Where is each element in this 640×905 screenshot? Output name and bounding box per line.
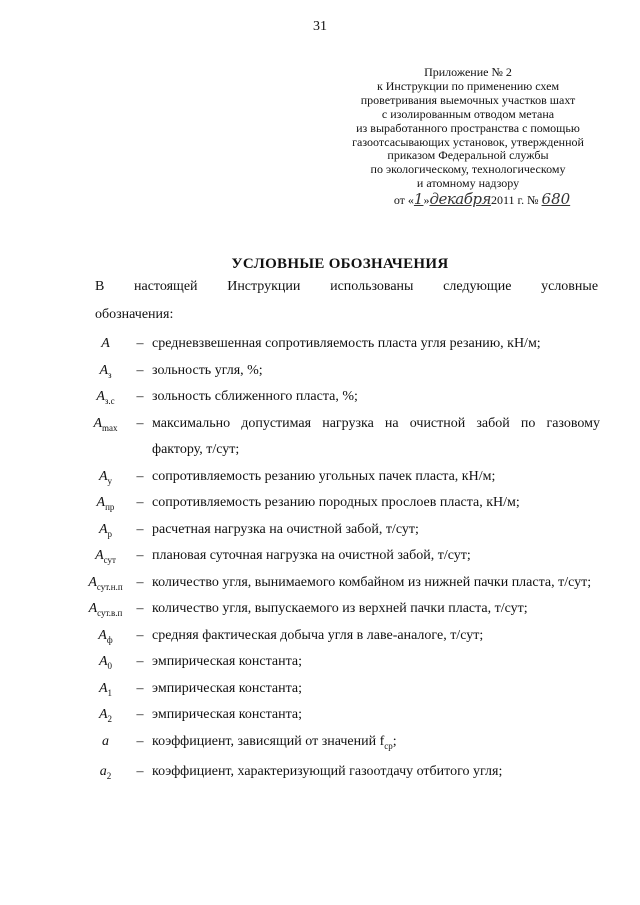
symbol-subscript: сут.в.п [97, 607, 123, 618]
symbol-letter: A [88, 601, 98, 616]
definition-text: коэффициент, зависящий от значений $f_{ср}$; [152, 733, 397, 751]
intro-word: Инструкции [227, 279, 301, 294]
symbol-subscript: 0 [107, 660, 113, 671]
definition-dash: – [136, 548, 144, 563]
definition-row [0, 729, 640, 759]
intro-line-2: обозначения: [95, 307, 174, 322]
intro-word: условные [541, 279, 599, 294]
symbol-subscript: з [108, 369, 112, 380]
definition-row [0, 517, 640, 544]
definition-row [0, 543, 640, 570]
definition-text: максимально допустимая нагрузка на очистной забой по газовому фактору, т/сут; [152, 415, 600, 457]
appendix-line: приказом Федеральной службы [387, 148, 549, 163]
section-title: УСЛОВНЫЕ ОБОЗНАЧЕНИЯ [231, 256, 449, 272]
symbol-subscript: max [102, 422, 118, 433]
definition-row [0, 411, 640, 464]
symbol-subscript: з.с [104, 395, 115, 406]
definition-text: плановая суточная нагрузка на очистной забой, т/сут; [152, 548, 471, 563]
definition-dash: – [136, 707, 144, 722]
definition-symbol [78, 411, 133, 441]
symbol-letter: a [99, 763, 107, 779]
definition-dash: – [136, 680, 144, 696]
symbol-subscript: 1 [107, 687, 113, 698]
definition-text: эмпирическая константа; [152, 707, 302, 722]
definition-dash: – [136, 763, 144, 779]
definition-dash: – [136, 521, 144, 537]
symbol-subscript: 2 [107, 713, 113, 724]
symbol-letter: A [95, 548, 104, 563]
definition-row [0, 596, 640, 623]
definition-text: сопротивляемость резанию породных прослоев пласта, кН/м; [152, 495, 520, 510]
symbol-subscript: р [107, 528, 113, 539]
definition-text: эмпирическая константа; [152, 680, 302, 696]
definition-dash: – [136, 362, 144, 378]
definition-row [0, 702, 640, 729]
definition-row [0, 676, 640, 703]
definition-dash: – [136, 733, 144, 749]
definition-text: зольность угля, %; [152, 362, 263, 378]
definition-text: эмпирическая константа; [152, 654, 302, 669]
definition-text: количество угля, выпускаемого из верхней пачки пласта, т/сут; [152, 601, 528, 616]
appendix-line: к Инструкции по применению схем [376, 78, 560, 93]
symbol-subscript: у [107, 475, 113, 486]
symbol-letter: A [98, 521, 108, 537]
definition-symbol [78, 759, 133, 789]
definition-row [0, 384, 640, 411]
symbol-letter: A [98, 468, 108, 484]
definition-text: средневзвешенная сопротивляемость пласта угля резанию, кН/м; [152, 336, 541, 351]
symbol-subscript: ф [106, 634, 113, 645]
date-mid: » [423, 193, 430, 208]
definition-text: зольность сближенного пласта, %; [152, 389, 358, 404]
appendix-line: по экологическому, технологическому [370, 162, 566, 177]
definition-row [0, 358, 640, 385]
date-number: 680 [541, 190, 571, 209]
symbol-letter: A [88, 574, 97, 590]
intro-word: В [95, 279, 105, 294]
date-year: 2011 г. № [490, 193, 539, 208]
symbol-letter: a [102, 733, 109, 749]
date-prefix: от « [393, 193, 414, 208]
symbol-subscript: сут.н.п [96, 581, 123, 592]
definition-symbol [78, 331, 133, 358]
intro-word: следующие [443, 279, 512, 294]
definitions-list [0, 331, 640, 785]
definition-row [0, 649, 640, 676]
definition-text: коэффициент, характеризующий газоотдачу отбитого угля; [152, 763, 503, 779]
definition-dash: – [136, 468, 144, 484]
definition-text: расчетная нагрузка на очистной забой, т/сут; [152, 521, 419, 537]
definition-dash: – [136, 627, 144, 643]
definition-text: количество угля, вынимаемого комбайном из нижней пачки пласта, т/сут; [152, 574, 592, 590]
symbol-letter: A [98, 680, 108, 696]
appendix-line: из выработанного пространства с помощью [356, 120, 580, 135]
page-number: 31 [313, 19, 327, 34]
definition-dash: – [136, 495, 144, 510]
symbol-letter: A [96, 495, 106, 510]
definition-row [0, 570, 640, 597]
definition-dash: – [136, 415, 144, 431]
symbol-letter: A [99, 362, 108, 378]
symbol-letter: A [98, 627, 107, 643]
symbol-letter: A [98, 654, 108, 669]
intro-line-1 [95, 279, 598, 295]
definition-dash: – [136, 574, 144, 590]
appendix-line: проветривания выемочных участков шахт [360, 92, 576, 107]
symbol-letter: A [96, 389, 105, 404]
definition-row [0, 490, 640, 517]
intro-word: использованы [330, 279, 414, 294]
definition-row [0, 759, 640, 786]
appendix-line: газоотсасывающих установок, утвержденной [352, 134, 584, 149]
definition-dash: – [136, 601, 144, 616]
date-month: декабря [429, 190, 491, 209]
symbol-letter: A [93, 415, 103, 431]
definition-text: сопротивляемость резанию угольных пачек пласта, кН/м; [152, 468, 496, 484]
definition-row [0, 331, 640, 358]
appendix-line: с изолированным отводом метана [381, 106, 555, 121]
symbol-letter: A [101, 336, 110, 351]
intro-word: настоящей [134, 279, 198, 294]
appendix-line: и атомному надзору [416, 176, 520, 191]
definition-row [0, 623, 640, 650]
appendix-date-line [344, 190, 620, 209]
appendix-block [330, 66, 606, 208]
symbol-letter: A [98, 707, 108, 722]
date-day: 1 [413, 190, 424, 209]
definition-dash: – [136, 389, 144, 404]
symbol-subscript: 2 [106, 770, 112, 781]
definition-dash: – [136, 654, 144, 669]
symbol-subscript: сут [103, 554, 116, 565]
appendix-line: Приложение № 2 [424, 65, 512, 79]
definition-text: средняя фактическая добыча угля в лаве-аналоге, т/сут; [152, 627, 484, 643]
definition-dash: – [136, 336, 144, 351]
definition-row [0, 464, 640, 491]
definition-symbol [78, 729, 133, 756]
symbol-subscript: пр [105, 501, 115, 512]
